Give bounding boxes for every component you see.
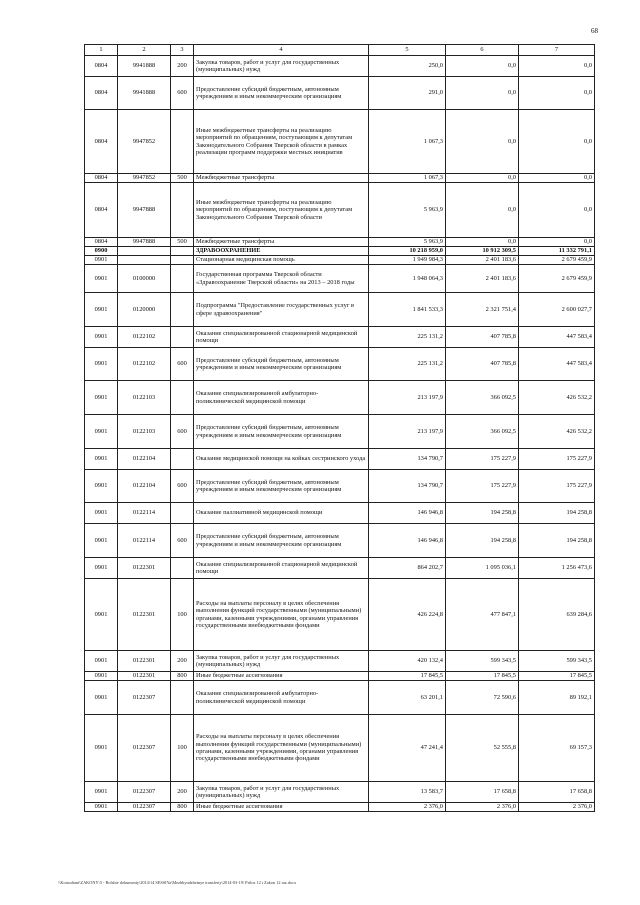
expense-type-cell	[171, 681, 194, 715]
description-cell: Оказание специализированной стационарной медицинской помощи	[194, 327, 369, 348]
amount-2014-cell: 134 790,7	[369, 470, 446, 503]
table-row	[85, 183, 595, 238]
expense-type-cell: 600	[171, 470, 194, 503]
target-article-cell: 0122307	[118, 681, 171, 715]
description-cell: Предоставление субсидий бюджетным, автономным учреждениям и иным некоммерческим организациям	[194, 524, 369, 558]
description-cell: Оказание специализированной амбулаторно-поликлинической медицинской помощи	[194, 681, 369, 715]
table-row	[85, 174, 595, 183]
amount-2015-cell: 175 227,9	[446, 449, 519, 470]
section-code-cell: 0901	[85, 449, 118, 470]
table-row	[85, 77, 595, 110]
amount-2016-cell: 0,0	[519, 174, 595, 183]
amount-2015-cell: 407 785,8	[446, 327, 519, 348]
description-cell: Иные межбюджетные трансферты на реализацию мероприятий по обращениям, поступающим к депутатам Законодательного Собрания Тверской области	[194, 183, 369, 238]
table-row	[85, 524, 595, 558]
expense-type-cell	[171, 293, 194, 327]
amount-2016-cell: 194 258,8	[519, 524, 595, 558]
description-cell: Расходы на выплаты персоналу в целях обеспечения выполнения функций государственными (муниципальными) органами, казенными учреждениями, органами управления государственными внебюджетными фондами	[194, 579, 369, 651]
expense-type-cell: 200	[171, 782, 194, 803]
target-article-cell: 0122301	[118, 672, 171, 681]
target-article-cell: 9941888	[118, 56, 171, 77]
section-code-cell: 0901	[85, 256, 118, 265]
amount-2014-cell: 146 946,8	[369, 524, 446, 558]
amount-2014-cell: 63 201,1	[369, 681, 446, 715]
section-code-cell: 0901	[85, 672, 118, 681]
amount-2015-cell: 2 401 183,6	[446, 265, 519, 293]
target-article-cell: 0122114	[118, 503, 171, 524]
target-article-cell: 0122102	[118, 327, 171, 348]
section-code-cell: 0804	[85, 77, 118, 110]
target-article-cell: 0122301	[118, 558, 171, 579]
table-row	[85, 327, 595, 348]
amount-2014-cell: 5 963,9	[369, 238, 446, 247]
amount-2015-cell: 0,0	[446, 110, 519, 174]
amount-2015-cell: 407 785,8	[446, 348, 519, 381]
section-code-cell: 0901	[85, 681, 118, 715]
amount-2014-cell: 146 946,8	[369, 503, 446, 524]
target-article-cell: 9947888	[118, 238, 171, 247]
amount-2015-cell: 72 590,6	[446, 681, 519, 715]
column-header: 1	[85, 45, 118, 56]
table-row	[85, 293, 595, 327]
amount-2014-cell: 291,0	[369, 77, 446, 110]
amount-2015-cell: 194 258,8	[446, 524, 519, 558]
description-cell: Оказание медицинской помощи на койках сестринского ухода	[194, 449, 369, 470]
description-cell: Иные бюджетные ассигнования	[194, 672, 369, 681]
description-cell: Иные межбюджетные трансферты на реализацию мероприятий по обращениям, поступающим к депутатам Законодательного Собрания Тверской области в рамках реализации программ поддержки местных инициатив	[194, 110, 369, 174]
expense-type-cell: 800	[171, 672, 194, 681]
column-header: 5	[369, 45, 446, 56]
target-article-cell: 0122307	[118, 782, 171, 803]
target-article-cell: 9941888	[118, 77, 171, 110]
description-cell: Закупка товаров, работ и услуг для государственных (муниципальных) нужд	[194, 651, 369, 672]
amount-2016-cell: 2 679 459,9	[519, 265, 595, 293]
budget-table	[84, 44, 595, 812]
description-cell: Закупка товаров, работ и услуг для государственных (муниципальных) нужд	[194, 56, 369, 77]
amount-2015-cell: 599 343,5	[446, 651, 519, 672]
expense-type-cell: 600	[171, 77, 194, 110]
amount-2014-cell: 225 131,2	[369, 327, 446, 348]
amount-2014-cell: 213 197,9	[369, 415, 446, 449]
section-code-cell: 0901	[85, 381, 118, 415]
expense-type-cell: 200	[171, 651, 194, 672]
target-article-cell: 9947852	[118, 174, 171, 183]
expense-type-cell	[171, 503, 194, 524]
description-cell: Стационарная медицинская помощь	[194, 256, 369, 265]
amount-2015-cell: 0,0	[446, 238, 519, 247]
table-row	[85, 803, 595, 812]
amount-2014-cell: 13 583,7	[369, 782, 446, 803]
expense-type-cell	[171, 449, 194, 470]
target-article-cell: 0100000	[118, 265, 171, 293]
description-cell: Предоставление субсидий бюджетным, автономным учреждениям и иным некоммерческим организациям	[194, 348, 369, 381]
target-article-cell: 0122102	[118, 348, 171, 381]
table-row	[85, 681, 595, 715]
expense-type-cell: 600	[171, 348, 194, 381]
description-cell: Предоставление субсидий бюджетным, автономным учреждениям и иным некоммерческим организациям	[194, 415, 369, 449]
amount-2015-cell: 0,0	[446, 174, 519, 183]
amount-2014-cell: 213 197,9	[369, 381, 446, 415]
amount-2014-cell: 420 132,4	[369, 651, 446, 672]
amount-2016-cell: 2 600 027,7	[519, 293, 595, 327]
description-cell: Подпрограмма "Предоставление государственных услуг в сфере здравоохранения"	[194, 293, 369, 327]
column-header: 2	[118, 45, 171, 56]
description-cell: Государственная программа Тверской области «Здравоохранение Тверской области» на 2013 – 2018 годы	[194, 265, 369, 293]
amount-2014-cell: 1 067,3	[369, 110, 446, 174]
amount-2016-cell: 175 227,9	[519, 449, 595, 470]
expense-type-cell: 600	[171, 415, 194, 449]
target-article-cell	[118, 247, 171, 256]
amount-2016-cell: 194 258,8	[519, 503, 595, 524]
expense-type-cell	[171, 558, 194, 579]
amount-2014-cell: 17 845,5	[369, 672, 446, 681]
amount-2016-cell: 0,0	[519, 110, 595, 174]
table-row	[85, 782, 595, 803]
amount-2015-cell: 1 095 036,1	[446, 558, 519, 579]
table-row	[85, 651, 595, 672]
expense-type-cell	[171, 183, 194, 238]
description-cell: Расходы на выплаты персоналу в целях обеспечения выполнения функций государственными (муниципальными) органами, казенными учреждениями, органами управления государственными внебюджетными фондами	[194, 715, 369, 782]
target-article-cell: 0122104	[118, 449, 171, 470]
amount-2015-cell: 366 092,5	[446, 415, 519, 449]
amount-2016-cell: 426 532,2	[519, 415, 595, 449]
table-row	[85, 449, 595, 470]
amount-2014-cell: 225 131,2	[369, 348, 446, 381]
table-row	[85, 715, 595, 782]
amount-2016-cell: 17 658,8	[519, 782, 595, 803]
amount-2016-cell: 175 227,9	[519, 470, 595, 503]
target-article-cell: 0122301	[118, 651, 171, 672]
expense-type-cell: 500	[171, 238, 194, 247]
section-code-cell: 0901	[85, 415, 118, 449]
target-article-cell: 0122307	[118, 715, 171, 782]
target-article-cell: 0122103	[118, 415, 171, 449]
amount-2016-cell: 0,0	[519, 238, 595, 247]
amount-2015-cell: 194 258,8	[446, 503, 519, 524]
amount-2015-cell: 2 376,0	[446, 803, 519, 812]
section-code-cell: 0901	[85, 265, 118, 293]
amount-2015-cell: 0,0	[446, 77, 519, 110]
amount-2016-cell: 2 376,0	[519, 803, 595, 812]
table-row	[85, 247, 595, 256]
table-row	[85, 558, 595, 579]
description-cell: Иные бюджетные ассигнования	[194, 803, 369, 812]
expense-type-cell: 600	[171, 524, 194, 558]
section-code-cell: 0901	[85, 470, 118, 503]
expense-type-cell: 800	[171, 803, 194, 812]
column-header: 4	[194, 45, 369, 56]
section-code-cell: 0901	[85, 293, 118, 327]
expense-type-cell	[171, 327, 194, 348]
table-row	[85, 348, 595, 381]
description-cell: Оказание специализированной стационарной медицинской помощи	[194, 558, 369, 579]
section-code-cell: 0901	[85, 524, 118, 558]
target-article-cell: 0122307	[118, 803, 171, 812]
amount-2016-cell: 0,0	[519, 183, 595, 238]
description-cell: Предоставление субсидий бюджетным, автономным учреждениям и иным некоммерческим организациям	[194, 470, 369, 503]
table-row	[85, 110, 595, 174]
section-code-cell: 0900	[85, 247, 118, 256]
amount-2014-cell: 5 963,9	[369, 183, 446, 238]
amount-2015-cell: 17 845,5	[446, 672, 519, 681]
description-cell: Межбюджетные трансферты	[194, 238, 369, 247]
amount-2014-cell: 2 376,0	[369, 803, 446, 812]
description-cell: Закупка товаров, работ и услуг для государственных (муниципальных) нужд	[194, 782, 369, 803]
expense-type-cell	[171, 256, 194, 265]
table-row	[85, 256, 595, 265]
table-header-row	[85, 45, 595, 56]
section-code-cell: 0901	[85, 348, 118, 381]
expense-type-cell	[171, 247, 194, 256]
amount-2016-cell: 89 192,1	[519, 681, 595, 715]
amount-2016-cell: 599 343,5	[519, 651, 595, 672]
amount-2014-cell: 10 218 959,0	[369, 247, 446, 256]
target-article-cell: 9947888	[118, 183, 171, 238]
amount-2014-cell: 1 841 533,3	[369, 293, 446, 327]
description-cell: Межбюджетные трансферты	[194, 174, 369, 183]
table-row	[85, 381, 595, 415]
section-code-cell: 0901	[85, 803, 118, 812]
column-header: 7	[519, 45, 595, 56]
column-header: 6	[446, 45, 519, 56]
description-cell: Предоставление субсидий бюджетным, автономным учреждениям и иным некоммерческим организациям	[194, 77, 369, 110]
expense-type-cell: 100	[171, 579, 194, 651]
amount-2016-cell: 17 845,5	[519, 672, 595, 681]
file-path-footer: \\Konsultant\ZAKONY\3 - Bolshie dokumenty\2014\14 SESSIYa\Mezhbyudzhetnye transferty\2014-03-19\ Priloz 12 i Zakon 12 raz.docx	[58, 880, 297, 885]
section-code-cell: 0804	[85, 183, 118, 238]
table-row	[85, 265, 595, 293]
target-article-cell: 0122114	[118, 524, 171, 558]
target-article-cell: 0120000	[118, 293, 171, 327]
amount-2016-cell: 2 679 459,9	[519, 256, 595, 265]
expense-type-cell	[171, 381, 194, 415]
amount-2015-cell: 52 555,8	[446, 715, 519, 782]
amount-2015-cell: 2 401 183,6	[446, 256, 519, 265]
description-cell: Оказание паллиативной медицинской помощи	[194, 503, 369, 524]
expense-type-cell: 500	[171, 174, 194, 183]
amount-2016-cell: 0,0	[519, 56, 595, 77]
amount-2015-cell: 10 912 309,5	[446, 247, 519, 256]
amount-2014-cell: 134 790,7	[369, 449, 446, 470]
amount-2014-cell: 250,0	[369, 56, 446, 77]
amount-2016-cell: 447 583,4	[519, 327, 595, 348]
expense-type-cell: 200	[171, 56, 194, 77]
amount-2015-cell: 0,0	[446, 56, 519, 77]
amount-2016-cell: 0,0	[519, 77, 595, 110]
target-article-cell: 0122104	[118, 470, 171, 503]
description-cell: Оказание специализированной амбулаторно-поликлинической медицинской помощи	[194, 381, 369, 415]
section-code-cell: 0901	[85, 503, 118, 524]
section-code-cell: 0901	[85, 782, 118, 803]
amount-2015-cell: 2 321 751,4	[446, 293, 519, 327]
section-code-cell: 0901	[85, 558, 118, 579]
section-code-cell: 0804	[85, 56, 118, 77]
table-row	[85, 415, 595, 449]
amount-2016-cell: 447 583,4	[519, 348, 595, 381]
amount-2015-cell: 0,0	[446, 183, 519, 238]
section-code-cell: 0804	[85, 174, 118, 183]
amount-2014-cell: 864 202,7	[369, 558, 446, 579]
table-row	[85, 672, 595, 681]
expense-type-cell	[171, 110, 194, 174]
table-row	[85, 470, 595, 503]
section-code-cell: 0804	[85, 238, 118, 247]
target-article-cell: 9947852	[118, 110, 171, 174]
table-row	[85, 579, 595, 651]
amount-2016-cell: 69 157,3	[519, 715, 595, 782]
section-code-cell: 0901	[85, 327, 118, 348]
column-header: 3	[171, 45, 194, 56]
target-article-cell	[118, 256, 171, 265]
description-cell: ЗДРАВООХРАНЕНИЕ	[194, 247, 369, 256]
table-row	[85, 503, 595, 524]
amount-2014-cell: 426 224,8	[369, 579, 446, 651]
amount-2016-cell: 1 256 473,6	[519, 558, 595, 579]
amount-2016-cell: 11 332 791,1	[519, 247, 595, 256]
amount-2015-cell: 477 847,1	[446, 579, 519, 651]
amount-2014-cell: 1 949 984,3	[369, 256, 446, 265]
section-code-cell: 0901	[85, 579, 118, 651]
amount-2015-cell: 366 092,5	[446, 381, 519, 415]
expense-type-cell: 100	[171, 715, 194, 782]
amount-2014-cell: 47 241,4	[369, 715, 446, 782]
amount-2015-cell: 17 658,8	[446, 782, 519, 803]
page-number: 68	[591, 27, 598, 35]
target-article-cell: 0122103	[118, 381, 171, 415]
table-row	[85, 56, 595, 77]
section-code-cell: 0901	[85, 651, 118, 672]
target-article-cell: 0122301	[118, 579, 171, 651]
amount-2014-cell: 1 948 064,3	[369, 265, 446, 293]
amount-2014-cell: 1 067,3	[369, 174, 446, 183]
amount-2016-cell: 426 532,2	[519, 381, 595, 415]
section-code-cell: 0901	[85, 715, 118, 782]
expense-type-cell	[171, 265, 194, 293]
table-row	[85, 238, 595, 247]
amount-2016-cell: 639 284,6	[519, 579, 595, 651]
section-code-cell: 0804	[85, 110, 118, 174]
amount-2015-cell: 175 227,9	[446, 470, 519, 503]
